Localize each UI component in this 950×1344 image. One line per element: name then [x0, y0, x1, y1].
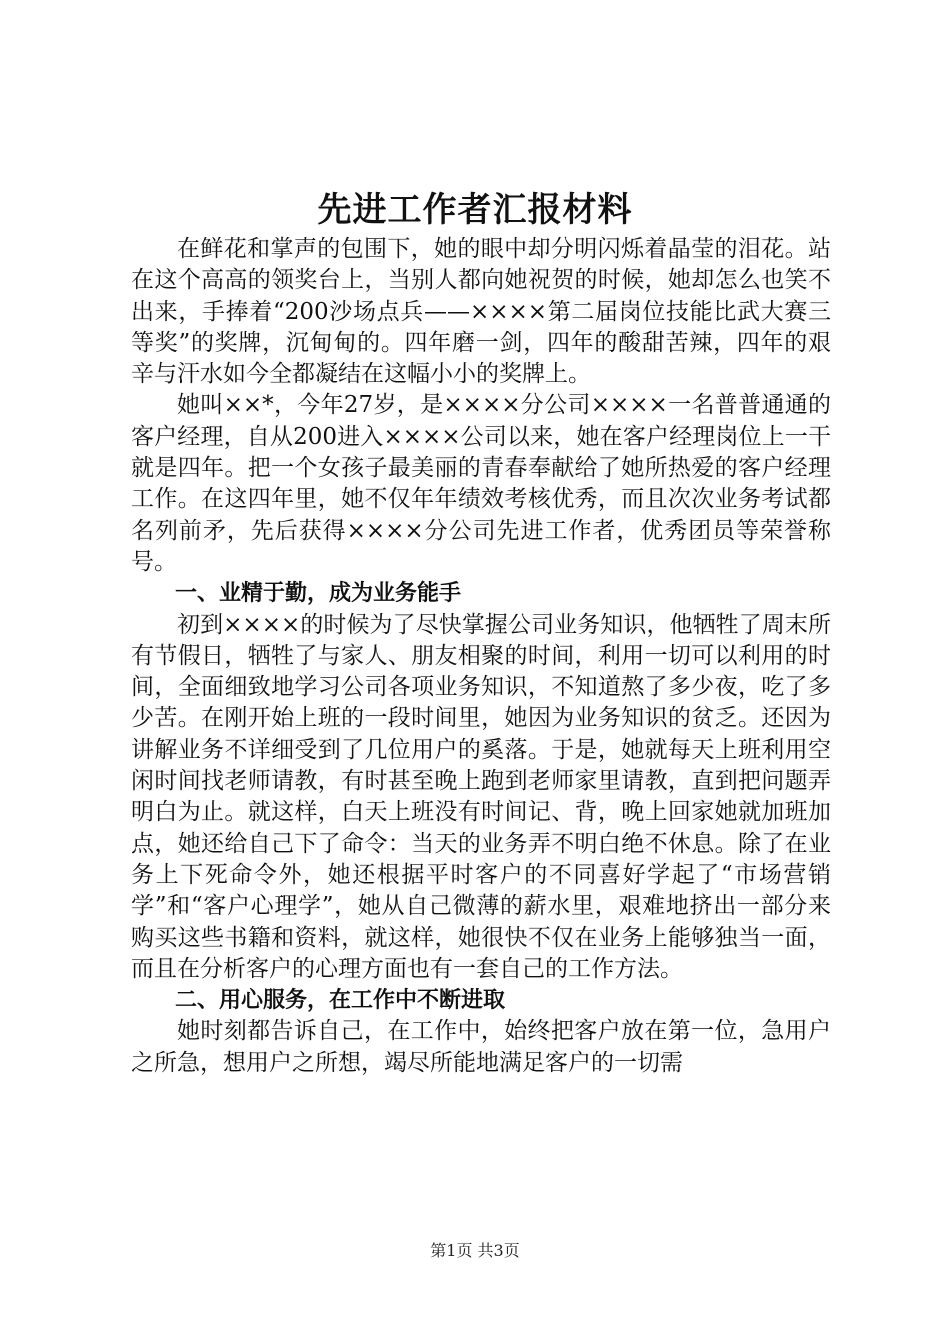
- paragraph-section-1: 初到××××的时候为了尽快掌握公司业务知识，他牺牲了周末所有节假日，牺牲了与家人、朋友相聚的时间，利用一切可以利用的时间，全面细致地学习公司各项业务知识，不知道熬了多少夜，吃了多少苦。在刚开始上班的一段时间里，她因为业务知识的贫乏。还因为讲解业务不详细受到了几位用户的奚落。于是，她就每天上班利用空闲时间找老师请教，有时甚至晚上跑到老师家里请教，直到把问题弄明白为止。就这样，白天上班没有时间记、背，晚上回家她就加班加点，她还给自己下了命令：当天的业务弄不明白绝不休息。除了在业务上下死命令外，她还根据平时客户的不同喜好学起了“市场营销学”和“客户心理学”，她从自己微薄的薪水里，艰难地挤出一部分来购买这些书籍和资料，就这样，她很快不仅在业务上能够独当一面，而且在分析客户的心理方面也有一套自己的工作方法。: [131, 611, 831, 982]
- paragraph-profile: 她叫××*，今年27岁，是××××分公司××××一名普普通通的客户经理，自从200进入××××公司以来，她在客户经理岗位上一干就是四年。把一个女孩子最美丽的青春奉献给了她所热爱的客户经理工作。在这四年里，她不仅年年绩效考核优秀，而且次次业务考试都名列前矛，先后获得××××分公司先进工作者，优秀团员等荣誉称号。: [131, 392, 831, 575]
- document-body: [131, 234, 831, 1079]
- section-heading-1: 一、业精于勤，成为业务能手: [175, 581, 462, 607]
- page-footer: 第1页 共3页: [430, 1241, 520, 1260]
- paragraph-intro: 在鲜花和掌声的包围下，她的眼中却分明闪烁着晶莹的泪花。站在这个高高的领奖台上，当别人都向她祝贺的时候，她却怎么也笑不出来，手捧着“200沙场点兵——××××第二届岗位技能比武大赛三等奖”的奖牌，沉甸甸的。四年磨一剑，四年的酸甜苦辣，四年的艰辛与汗水如今全都凝结在这幅小小的奖牌上。: [131, 236, 831, 388]
- paragraph-section-2: 她时刻都告诉自己，在工作中，始终把客户放在第一位，急用户之所急，想用户之所想，竭尽所能地满足客户的一切需: [131, 1018, 831, 1076]
- section-heading-2: 二、用心服务，在工作中不断进取: [175, 988, 506, 1014]
- document-title: 先进工作者汇报材料: [317, 190, 633, 230]
